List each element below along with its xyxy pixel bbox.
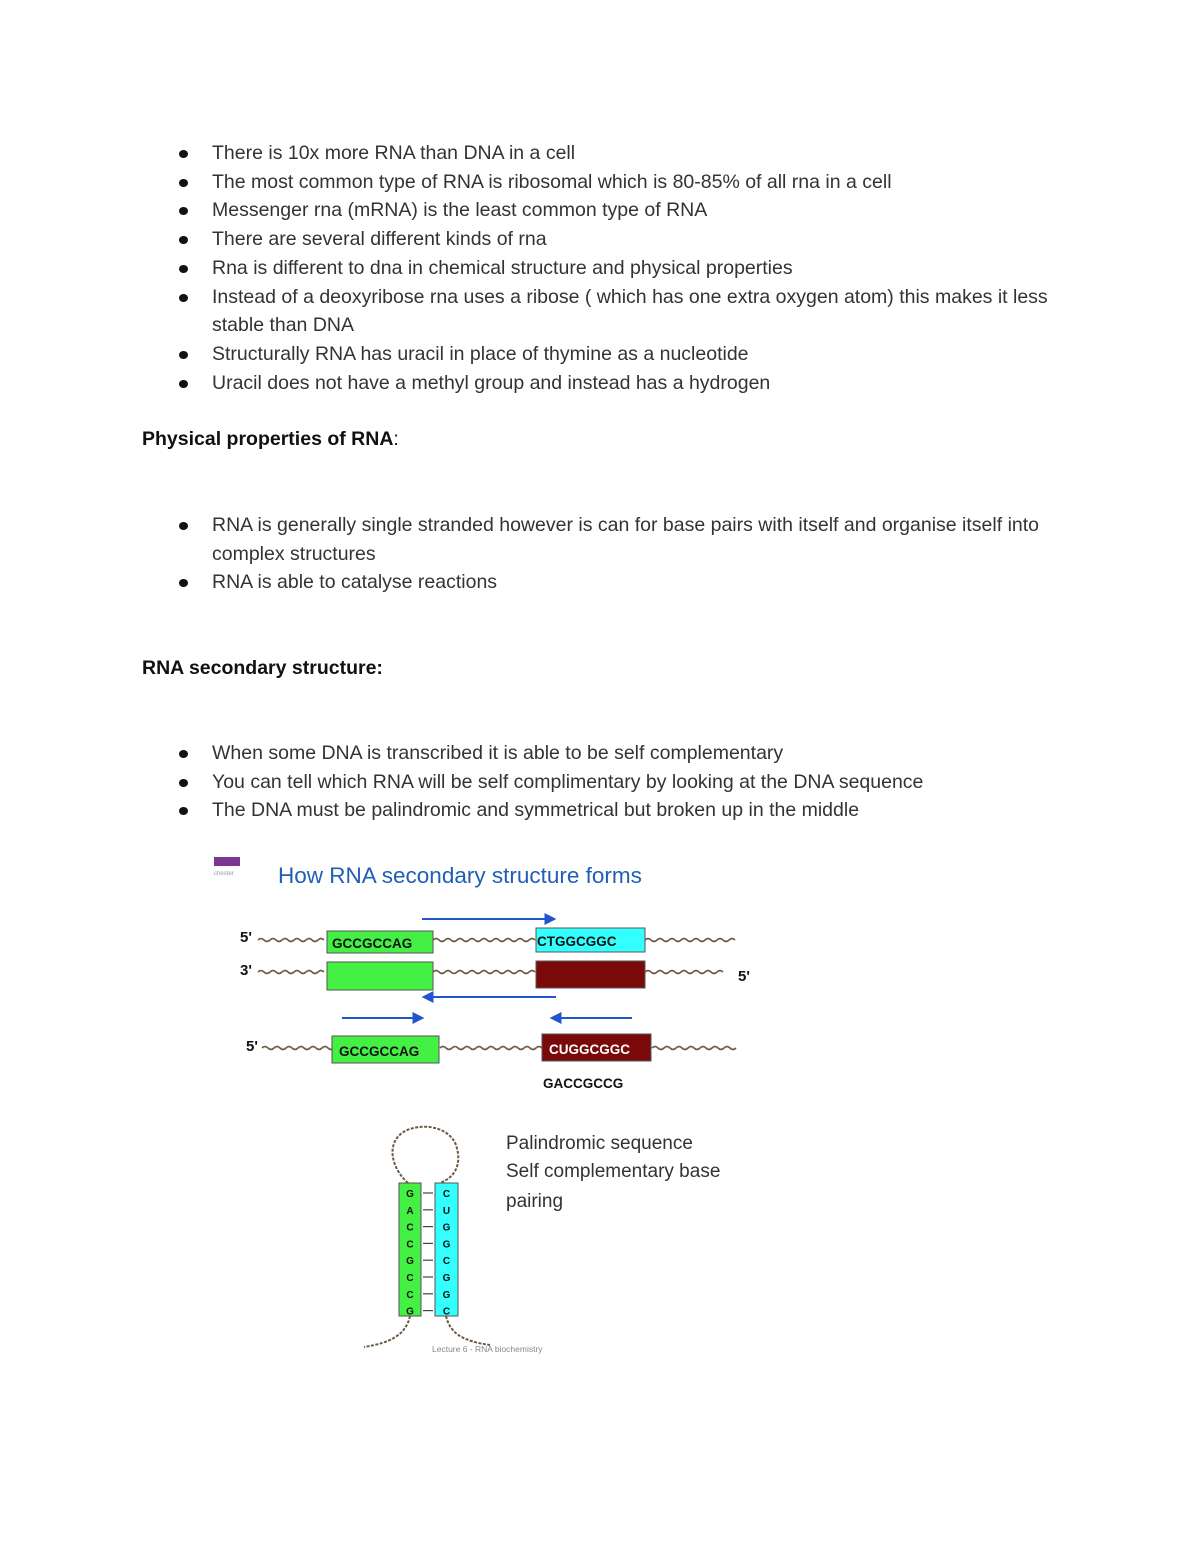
dna-bottom-right-box — [536, 961, 645, 988]
strand-squiggle — [433, 939, 535, 942]
hairpin-left-base: G — [406, 1256, 414, 1268]
rna-right-seq: CUGGCGGC — [549, 1042, 630, 1057]
hairpin-left-base: C — [406, 1239, 414, 1251]
list-item: Messenger rna (mRNA) is the least common type of RNA — [176, 196, 1056, 225]
list-item: RNA is able to catalyse reactions — [176, 568, 1056, 597]
heading-colon: : — [393, 428, 399, 450]
strand-squiggle — [258, 971, 324, 974]
strand-squiggle — [433, 971, 535, 974]
rna-reverse-label: GACCGCCG — [543, 1076, 624, 1091]
list-item: The DNA must be palindromic and symmetrical but broken up in the middle — [176, 796, 1056, 825]
list-item: There are several different kinds of rna — [176, 225, 1056, 254]
annotation-line-1: Palindromic sequence — [506, 1133, 693, 1154]
hairpin-left-base: C — [406, 1222, 414, 1234]
annotation-line-2: Self complementary base — [506, 1161, 721, 1182]
hairpin-loop — [393, 1127, 459, 1183]
hairpin-right-base: U — [442, 1205, 451, 1217]
list-item: Rna is different to dna in chemical structure and physical properties — [176, 254, 1056, 283]
list-item: Instead of a deoxyribose rna uses a ribose ( which has one extra oxygen atom) this makes it less stable than DNA — [176, 283, 1056, 340]
hairpin-right-base: C — [442, 1306, 451, 1318]
dna-top-5prime-label: 5' — [240, 929, 252, 946]
annotation-line-3: pairing — [506, 1191, 564, 1212]
list-item: The most common type of RNA is ribosomal which is 80-85% of all rna in a cell — [176, 168, 1056, 197]
secondary-bullet-list — [176, 739, 1056, 825]
list-item: You can tell which RNA will be self complimentary by looking at the DNA sequence — [176, 768, 1056, 797]
strand-squiggle — [262, 1047, 334, 1050]
intro-bullet-list — [176, 139, 1056, 397]
dna-bottom-left-box — [327, 962, 433, 990]
hairpin-left-base: C — [406, 1273, 414, 1284]
hairpin-left-base: A — [406, 1205, 414, 1217]
physical-bullet-list — [176, 511, 1056, 597]
hairpin-left-base: G — [406, 1306, 414, 1318]
strand-squiggle — [652, 1047, 736, 1050]
rna-secondary-structure-figure — [200, 845, 780, 1365]
secondary-structure-heading: RNA secondary structure: — [142, 657, 383, 679]
figure-title: How RNA secondary structure forms — [278, 863, 642, 888]
rna-5prime-label: 5' — [246, 1038, 258, 1055]
strand-squiggle — [440, 1047, 542, 1050]
strand-squiggle — [645, 939, 735, 942]
dna-bottom-3prime-label: 3' — [240, 962, 252, 979]
strand-squiggle — [258, 939, 324, 942]
rna-left-seq: GCCGCCAG — [339, 1044, 420, 1059]
list-item: Structurally RNA has uracil in place of thymine as a nucleotide — [176, 340, 1056, 369]
hairpin-left-base: G — [406, 1189, 414, 1200]
hairpin-right-base: G — [442, 1273, 451, 1284]
hairpin-right-base: G — [442, 1239, 451, 1251]
hairpin-right-base: C — [442, 1256, 451, 1268]
list-item: There is 10x more RNA than DNA in a cell — [176, 139, 1056, 168]
hairpin-tail-left — [364, 1316, 410, 1347]
strand-squiggle — [645, 971, 723, 974]
list-item: RNA is generally single stranded however is can for base pairs with itself and organise itself into complex structures — [176, 511, 1056, 568]
list-item: Uracil does not have a methyl group and instead has a hydrogen — [176, 369, 1056, 398]
list-item: When some DNA is transcribed it is able to be self complementary — [176, 739, 1056, 768]
logo-bar — [214, 857, 240, 866]
dna-top-right-seq: CTGGCGGC — [537, 934, 617, 949]
hairpin-right-base: G — [442, 1289, 451, 1301]
hairpin-right-base: G — [442, 1222, 451, 1234]
dna-top-left-seq: GCCGCCAG — [332, 936, 413, 951]
hairpin-left-base: C — [406, 1289, 414, 1301]
footer-caption: Lecture 6 - RNA biochemistry — [432, 1344, 543, 1354]
logo-text: chester — [214, 871, 234, 877]
physical-properties-heading — [142, 428, 399, 451]
dna-bottom-5prime-label: 5' — [738, 968, 750, 985]
hairpin-tail-right — [446, 1316, 490, 1345]
heading-text: Physical properties of RNA — [142, 428, 394, 450]
hairpin-right-base: C — [442, 1189, 451, 1200]
